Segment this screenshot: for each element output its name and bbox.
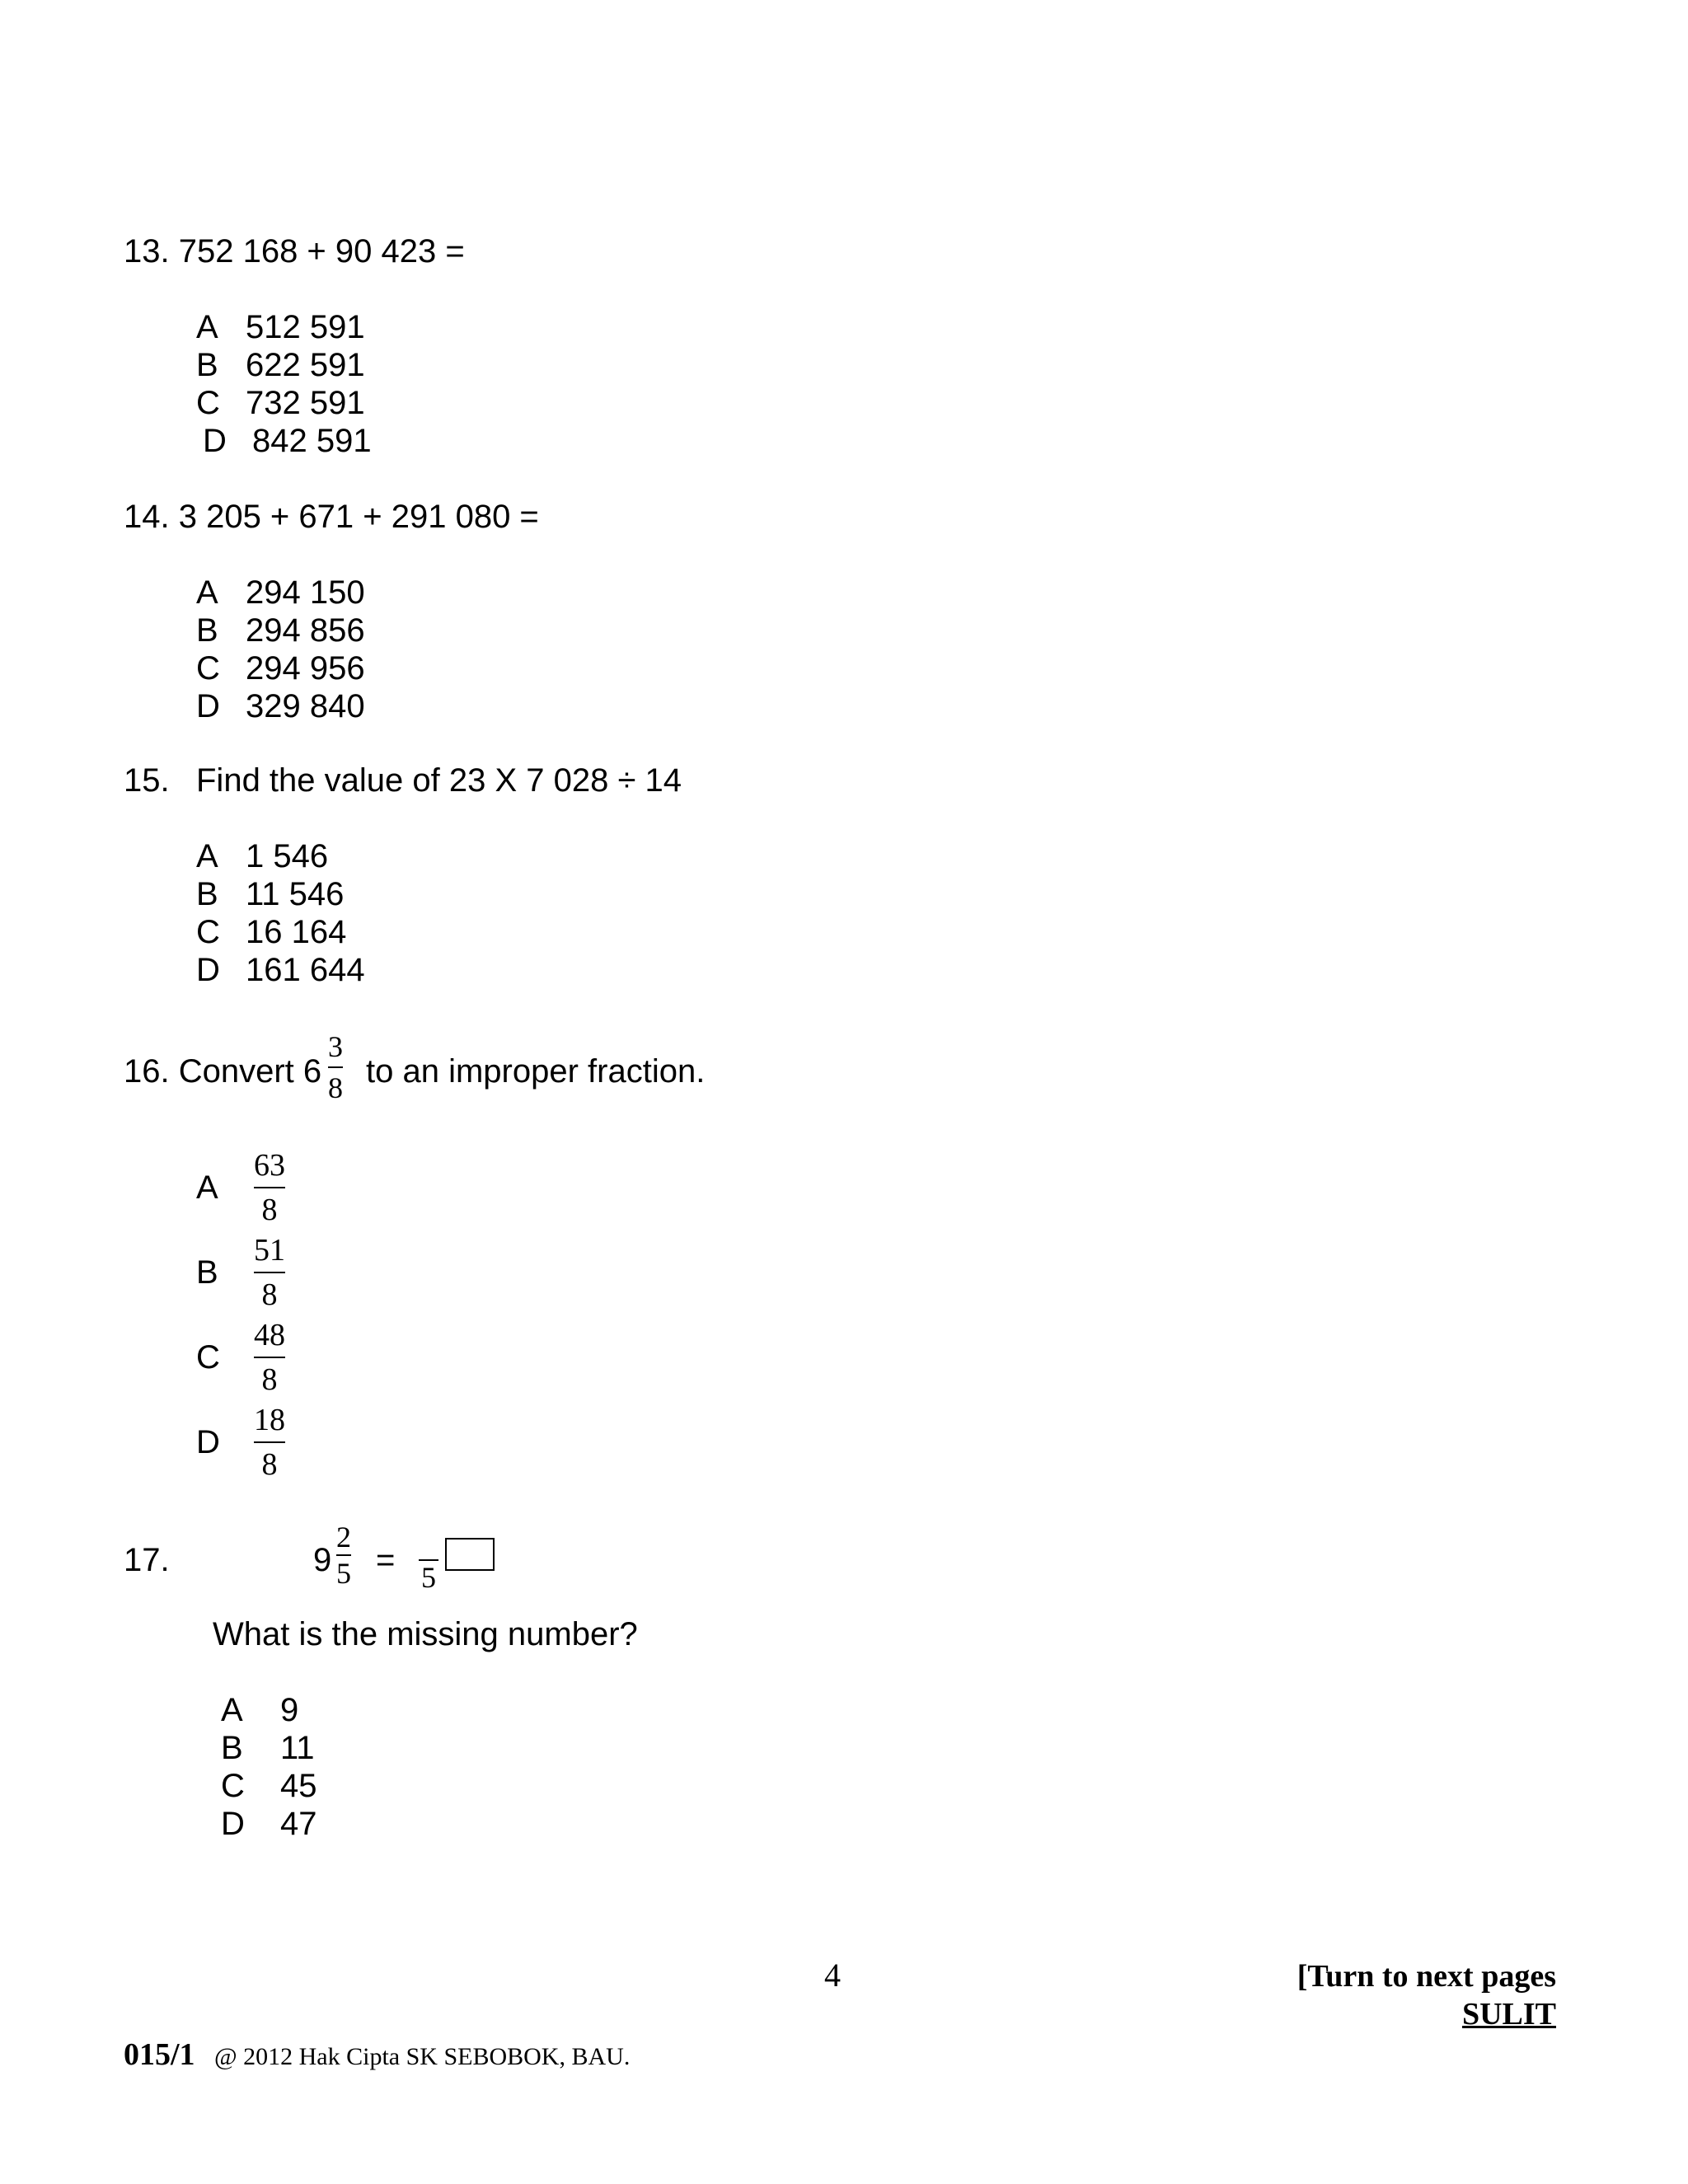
option-letter: B (196, 347, 218, 383)
question-14-options (196, 574, 365, 725)
option-value: 329 840 (246, 688, 365, 724)
question-16-prefix: 16. Convert 6 (124, 1053, 322, 1090)
option-d[interactable] (196, 422, 372, 460)
option-letter: D (221, 1806, 245, 1842)
option-value: 294 956 (246, 650, 365, 687)
option-value: 732 591 (246, 385, 365, 421)
option-letter: D (203, 423, 227, 459)
option-d[interactable] (221, 1805, 317, 1843)
option-fraction (254, 1319, 285, 1396)
option-a[interactable] (196, 1149, 285, 1226)
question-13-options (196, 308, 372, 460)
option-a[interactable] (221, 1691, 317, 1729)
option-letter: D (196, 1423, 220, 1460)
question-15-prompt: Find the value of 23 X 7 028 ÷ 14 (196, 762, 682, 799)
option-value: 842 591 (252, 423, 372, 459)
option-value: 294 150 (246, 574, 365, 611)
option-letter: D (196, 688, 220, 724)
question-16-suffix: to an improper fraction. (366, 1053, 706, 1090)
option-d[interactable] (196, 687, 365, 725)
option-letter: B (196, 1254, 218, 1291)
option-letter: D (196, 952, 220, 988)
question-15-options (196, 837, 365, 989)
option-letter: A (196, 309, 218, 345)
option-a[interactable] (196, 308, 372, 346)
option-c[interactable] (221, 1767, 317, 1805)
fraction-bar (328, 1066, 343, 1068)
fraction-bar (254, 1357, 285, 1358)
option-letter: C (196, 385, 220, 421)
option-b[interactable] (196, 875, 365, 913)
option-fraction (254, 1404, 285, 1481)
option-c[interactable] (196, 649, 365, 687)
fraction-denominator: 8 (328, 1071, 343, 1104)
option-letter: A (221, 1692, 243, 1728)
fraction-bar (254, 1441, 285, 1443)
option-fraction (254, 1149, 285, 1226)
sulit-label: SULIT (1461, 1997, 1556, 2032)
equals-sign: = (376, 1542, 396, 1578)
mixed-number-fraction (336, 1521, 351, 1589)
fraction-denominator: 8 (261, 1193, 278, 1227)
option-value: 47 (280, 1806, 317, 1842)
turn-page-note: [Turn to next pages (1296, 1959, 1556, 1994)
option-d[interactable] (196, 951, 365, 989)
option-value: 294 856 (246, 612, 365, 649)
copyright-text: @ 2012 Hak Cipta SK SEBOBOK, BAU. (214, 2043, 631, 2070)
option-c[interactable] (196, 384, 372, 422)
option-value: 9 (280, 1692, 299, 1728)
option-letter: A (196, 574, 218, 611)
question-13-prompt: 13. 752 168 + 90 423 = (124, 233, 465, 269)
fraction-denominator: 5 (421, 1561, 436, 1594)
option-letter: B (196, 612, 218, 649)
option-d[interactable] (196, 1404, 285, 1481)
fraction-numerator: 2 (336, 1521, 351, 1554)
option-value: 11 (280, 1730, 315, 1766)
option-a[interactable] (196, 574, 365, 612)
fraction-numerator: 18 (254, 1403, 285, 1437)
fraction-denominator: 5 (336, 1557, 351, 1590)
fraction-denominator: 8 (261, 1277, 278, 1312)
option-letter: C (196, 914, 220, 950)
option-b[interactable] (221, 1729, 317, 1767)
rhs-fraction (419, 1521, 438, 1594)
option-letter: C (196, 650, 220, 687)
option-value: 45 (280, 1768, 317, 1804)
option-letter: B (196, 876, 218, 912)
question-14-prompt: 14. 3 205 + 671 + 291 080 = (124, 499, 539, 535)
option-value: 16 164 (246, 914, 347, 950)
option-c[interactable] (196, 1319, 285, 1396)
question-16-fraction (328, 1030, 343, 1104)
option-fraction (254, 1234, 285, 1311)
page-number: 4 (824, 1957, 841, 1994)
missing-number-box[interactable] (445, 1538, 495, 1571)
option-letter: A (196, 838, 218, 874)
question-17-number: 17. (124, 1542, 170, 1578)
fraction-numerator: 48 (254, 1318, 285, 1352)
option-b[interactable] (196, 612, 365, 649)
option-b[interactable] (196, 346, 372, 384)
question-15-number: 15. (124, 762, 170, 799)
fraction-bar (254, 1272, 285, 1273)
fraction-numerator: 3 (328, 1030, 343, 1063)
mixed-number-whole: 9 (313, 1542, 332, 1578)
fraction-numerator: 51 (254, 1233, 285, 1268)
fraction-bar (336, 1554, 351, 1556)
option-value: 622 591 (246, 347, 365, 383)
fraction-denominator: 8 (261, 1447, 278, 1482)
option-value: 1 546 (246, 838, 329, 874)
option-letter: C (196, 1338, 220, 1376)
option-c[interactable] (196, 913, 365, 951)
fraction-bar (254, 1187, 285, 1188)
paper-code: 015/1 (124, 2037, 195, 2072)
option-value: 512 591 (246, 309, 365, 345)
option-a[interactable] (196, 837, 365, 875)
option-letter: A (196, 1169, 218, 1206)
option-value: 11 546 (246, 876, 345, 912)
option-value: 161 644 (246, 952, 365, 988)
option-letter: C (221, 1768, 245, 1804)
fraction-numerator: 63 (254, 1148, 285, 1183)
option-letter: B (221, 1730, 243, 1766)
question-17-prompt: What is the missing number? (213, 1616, 638, 1652)
question-17-options (221, 1691, 317, 1843)
option-b[interactable] (196, 1234, 285, 1311)
fraction-denominator: 8 (261, 1362, 278, 1397)
